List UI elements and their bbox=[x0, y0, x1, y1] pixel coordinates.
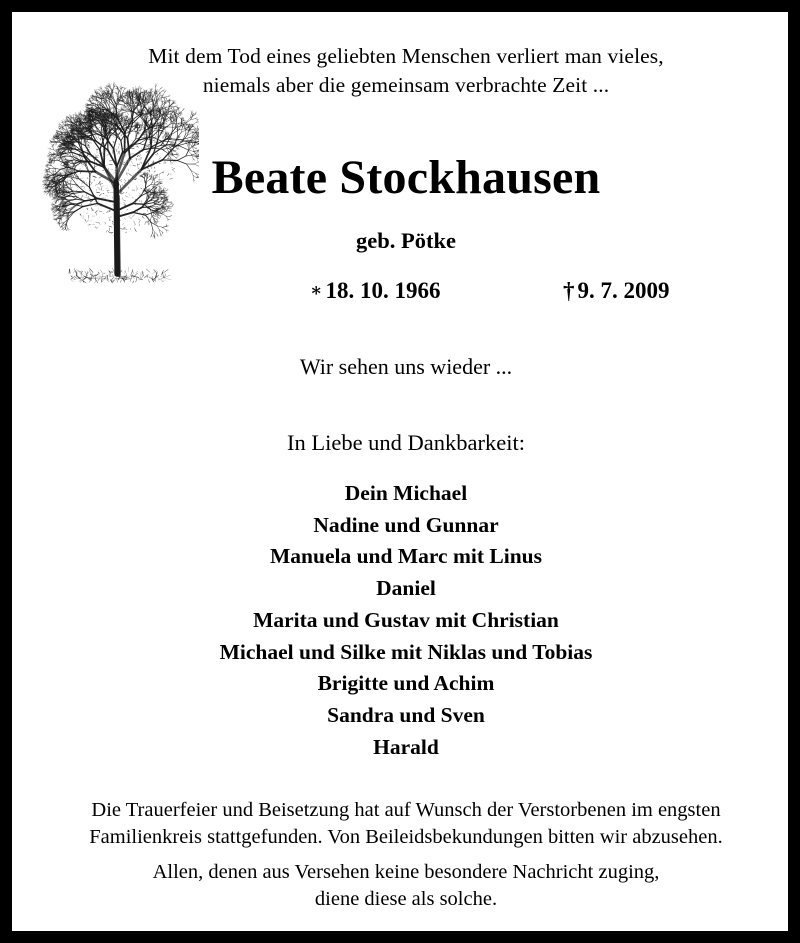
mourner-name: Dein Michael bbox=[344, 481, 468, 505]
epigraph-line-2: niemals aber die gemeinsam verbrachte Zeit ... bbox=[202, 73, 610, 97]
closing-note-line-1: Allen, denen aus Versehen keine besondere Nachricht zuging, bbox=[152, 861, 660, 883]
mourner-name: Daniel bbox=[376, 576, 436, 601]
death-date-value: 9. 7. 2009 bbox=[577, 278, 670, 303]
mourner-name: Marita und Gustav mit Christian bbox=[253, 607, 559, 632]
mourner-name: Harald bbox=[373, 734, 439, 759]
funeral-note-line-2: Familienkreis stattgefunden. Von Beileidsbekundungen bitten wir abzusehen. bbox=[89, 826, 723, 848]
birth-star-icon: ∗ bbox=[310, 280, 323, 300]
farewell-line: Wir sehen uns wieder ... bbox=[299, 354, 513, 379]
mourner-name: Manuela und Marc mit Linus bbox=[270, 544, 542, 569]
funeral-note bbox=[12, 797, 788, 851]
closing-note-line-2: diene diese als solche. bbox=[314, 888, 498, 910]
life-dates-row bbox=[12, 278, 788, 308]
deceased-name: Beate Stockhausen bbox=[211, 151, 601, 204]
birth-date bbox=[310, 278, 440, 304]
closing-note bbox=[12, 859, 788, 913]
epigraph-line-1: Mit dem Tod eines geliebten Menschen verliert man vieles, bbox=[148, 44, 664, 68]
deceased-maiden-name: geb. Pötke bbox=[356, 228, 456, 253]
death-cross-icon: † bbox=[563, 278, 575, 303]
dedication-line: In Liebe und Dankbarkeit: bbox=[286, 430, 526, 455]
birth-date-value: 18. 10. 1966 bbox=[325, 278, 441, 303]
death-date bbox=[563, 278, 670, 304]
mourner-name: Brigitte und Achim bbox=[317, 671, 495, 696]
mourner-name: Nadine und Gunnar bbox=[313, 512, 499, 537]
mourners-list bbox=[12, 478, 788, 763]
funeral-note-line-1: Die Trauerfeier und Beisetzung hat auf Wunsch der Verstorbenen im engsten bbox=[91, 799, 721, 821]
epigraph bbox=[12, 42, 788, 100]
mourner-name: Michael und Silke mit Niklas und Tobias bbox=[219, 639, 593, 664]
mourner-name: Sandra und Sven bbox=[327, 702, 485, 727]
obituary-notice-card bbox=[12, 12, 788, 931]
